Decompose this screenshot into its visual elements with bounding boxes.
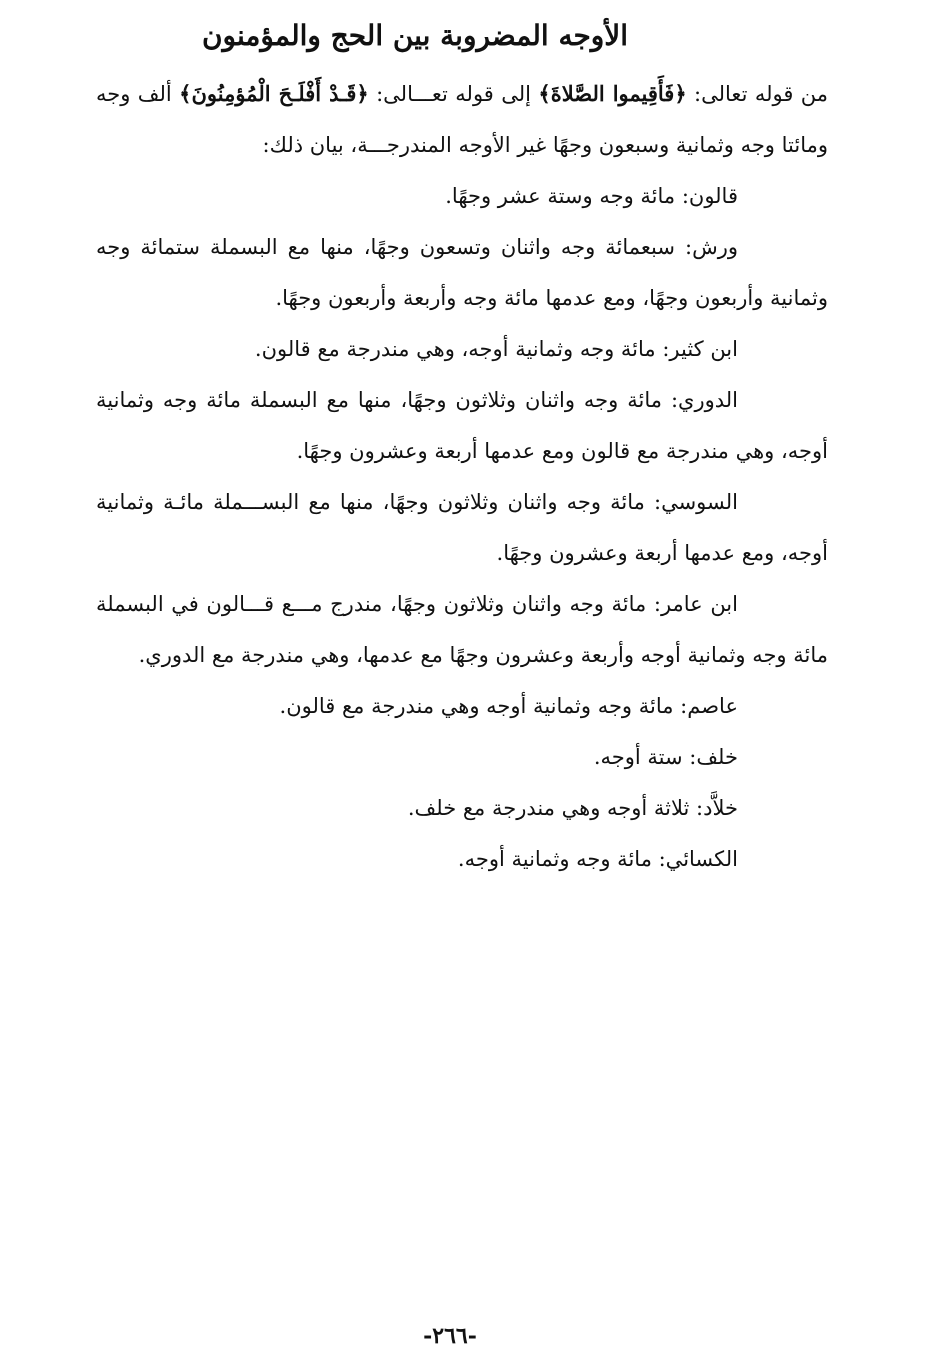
quran-verse-1: ﴿فَأَقِيموا الصَّلاةَ﴾ — [538, 81, 687, 106]
quran-verse-2: ﴿قَـدْ أَفْلَـحَ الْمُؤمِنُونَ﴾ — [179, 81, 369, 106]
entry-khallad: خلاَّد: ثلاثة أوجه وهي مندرجة مع خلف. — [407, 796, 738, 820]
page-title: الأوجه المضروبة بين الحج والمؤمنون — [201, 19, 629, 52]
intro-prefix: من قوله تعالى: — [686, 82, 828, 106]
entry-ibn-amir: ابن عامر: مائة وجه واثنان وثلاثون وجهًا، مندرج مـــع قـــالون في البسملة مائة وجه وثمانية أوجه وأربعة وعشرون وجهًا مع عدمها، وهي مندرجة مع الدوري. — [96, 592, 828, 667]
entry-al-duri: الدوري: مائة وجه واثنان وثلاثون وجهًا، منها مع البسملة مائة وجه وثمانية أوجه، وهي مندرجة مع قالون ومع عدمها أربعة وعشرون وجهًا. — [96, 388, 828, 463]
entry-al-susi: السوسي: مائة وجه واثنان وثلاثون وجهًا، منها مع البســـملة مائـة وثمانية أوجه، ومع عدمها أربعة وعشرون وجهًا. — [96, 490, 828, 565]
entry-ibn-kathir: ابن كثير: مائة وجه وثمانية أوجه، وهي مندرجة مع قالون. — [254, 337, 738, 361]
entry-warsh: ورش: سبعمائة وجه واثنان وتسعون وجهًا، منها مع البسملة ستمائة وجه وثمانية وأربعون وجهًا، ومع عدمها مائة وجه وأربعة وأربعون وجهًا. — [96, 235, 828, 310]
intro-suffix: ألف وجه ومائتا وجه وثمانية وسبعون وجهًا غير الأوجه المندرجـــة، بيان ذلك: — [96, 82, 828, 157]
body-text — [96, 68, 828, 885]
intro-middle: إلى قوله تعـــالى: — [368, 82, 539, 106]
entry-khalaf: خلف: ستة أوجه. — [593, 745, 738, 769]
entry-al-kisai: الكسائي: مائة وجه وثمانية أوجه. — [457, 847, 738, 871]
page-number: -٢٦٦- — [423, 1323, 477, 1349]
entry-asim: عاصم: مائة وجه وثمانية أوجه وهي مندرجة مع قالون. — [279, 694, 738, 718]
intro-paragraph — [96, 68, 828, 171]
entry-qalun: قالون: مائة وجه وستة عشر وجهًا. — [445, 184, 738, 208]
